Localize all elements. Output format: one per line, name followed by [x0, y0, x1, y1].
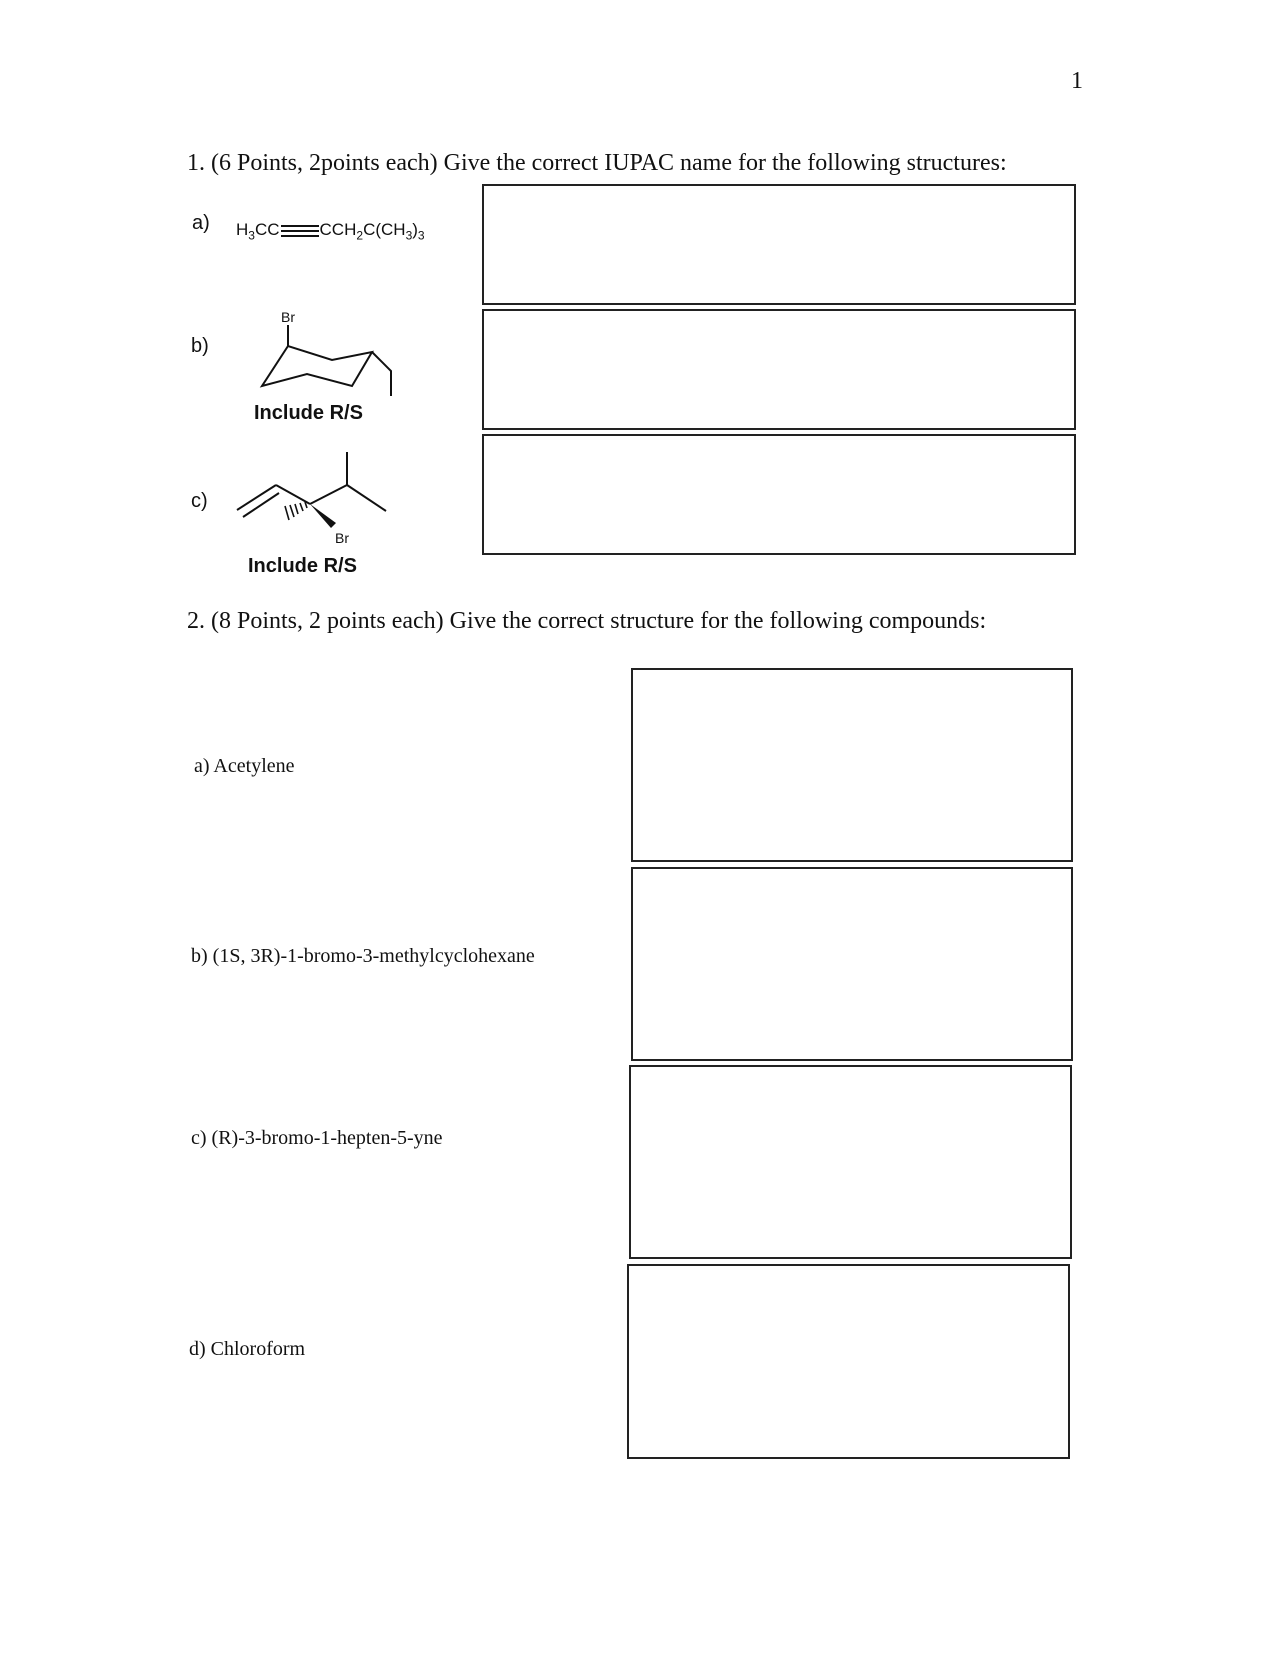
q1-b-cyclohexane-structure [258, 302, 398, 398]
question-1-title: 1. (6 Points, 2points each) Give the correct IUPAC name for the following structures: [187, 150, 1007, 176]
q2-b-answer-box[interactable] [631, 867, 1073, 1061]
q2-b-text: b) (1S, 3R)-1-bromo-3-methylcyclohexane [191, 945, 535, 967]
q2-c-text: c) (R)-3-bromo-1-hepten-5-yne [191, 1127, 443, 1149]
q1-b-bromine-label: Br [281, 309, 295, 325]
q1-c-rs-note: Include R/S [248, 555, 357, 577]
q1-a-answer-box[interactable] [482, 184, 1076, 305]
q2-a-text: a) Acetylene [194, 755, 295, 777]
q2-d-answer-box[interactable] [627, 1264, 1070, 1459]
q1-c-alkene-structure [232, 448, 392, 548]
q1-a-label: a) [192, 212, 210, 234]
q1-b-label: b) [191, 335, 209, 357]
q1-a-formula: $H_3CC$ $CCH_2C(CH_3)_3$ [236, 220, 425, 243]
question-2-title: 2. (8 Points, 2 points each) Give the correct structure for the following compounds: [187, 608, 987, 634]
q2-a-answer-box[interactable] [631, 668, 1073, 862]
q2-c-answer-box[interactable] [629, 1065, 1072, 1259]
q1-b-rs-note: Include R/S [254, 402, 363, 424]
q1-c-label: c) [191, 490, 208, 512]
q1-c-bromine-label: Br [335, 530, 349, 546]
triple-bond-symbol [281, 224, 319, 238]
q1-c-answer-box[interactable] [482, 434, 1076, 555]
q1-b-answer-box[interactable] [482, 309, 1076, 430]
q2-d-text: d) Chloroform [189, 1338, 306, 1360]
page-number: 1 [1071, 68, 1083, 94]
